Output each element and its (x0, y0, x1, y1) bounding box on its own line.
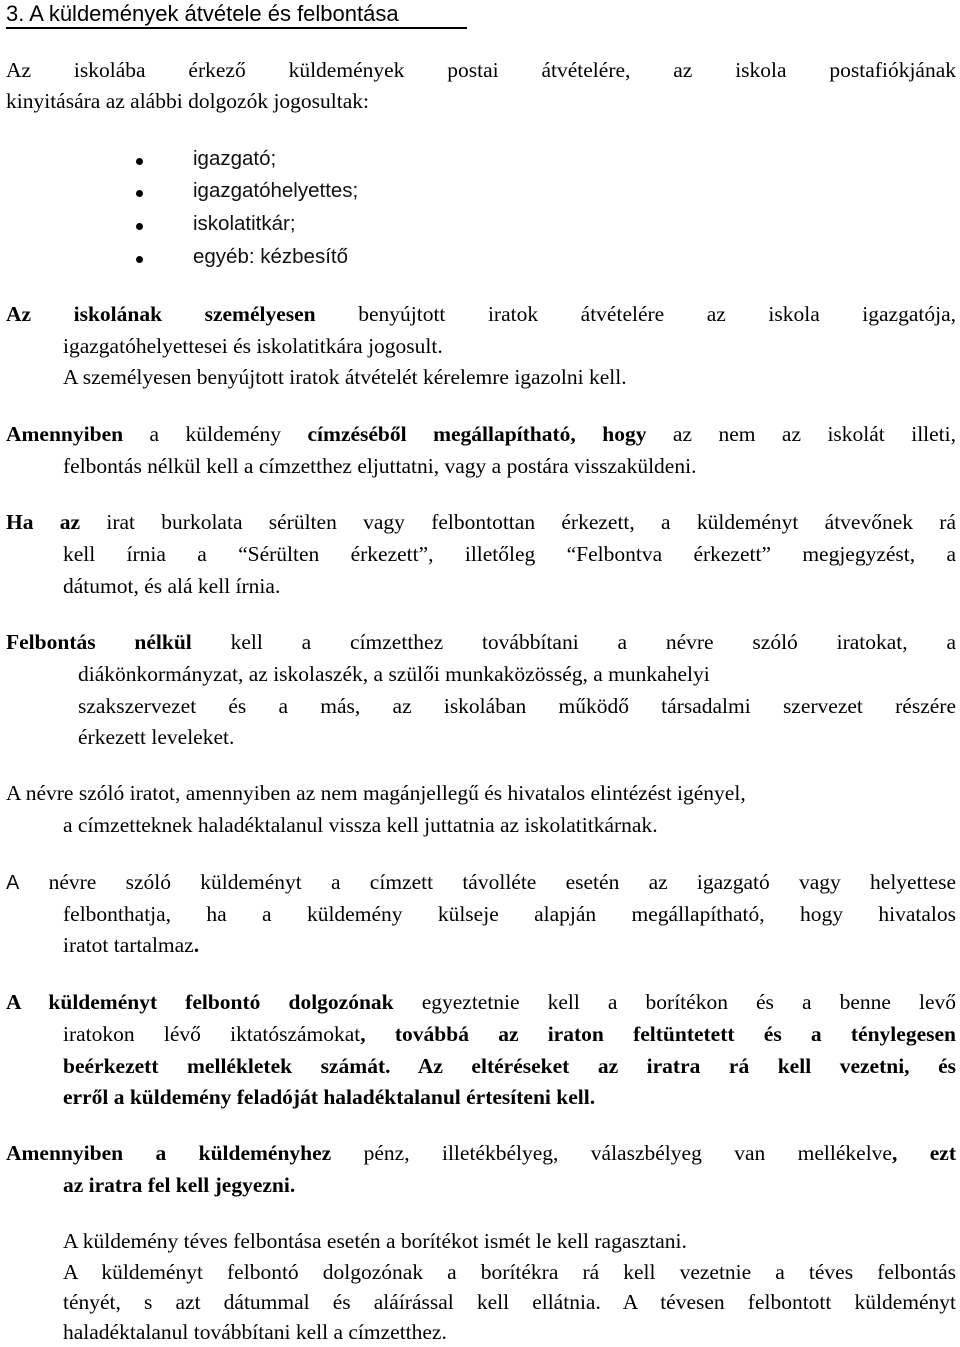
p10-line2: A küldeményt felbontó dolgozónak a borítékra rá kell vezetnie a téves felbontás (63, 1260, 956, 1284)
p8-line3: beérkezett mellékletek számát. Az eltéréseket az iratra rá kell vezetni, és (63, 1054, 956, 1078)
p5-line4: érkezett leveleket. (78, 725, 235, 749)
p8-line4: erről a küldemény feladóját haladéktalanul értesíteni kell. (63, 1085, 596, 1109)
p10-line1: A küldemény téves felbontása esetén a borítékot ismét le kell ragasztani. (63, 1229, 687, 1253)
p5-line1: Felbontás nélkül kell a címzetthez továbbítani a névre szóló iratokat, a (6, 630, 957, 654)
p5-line2: diákönkormányzat, az iskolaszék, a szülői munkaközösség, a munkahelyi (78, 662, 710, 686)
p8-line2: iratokon lévő iktatószámokat, továbbá az iraton feltüntetett és a ténylegesen (63, 1022, 956, 1046)
p4-line3: dátumot, és alá kell írnia. (63, 574, 281, 598)
p5-line3: szakszervezet és a más, az iskolában működő társadalmi szervezet részére (78, 694, 956, 718)
bullet-icon (136, 190, 143, 197)
p7-line2: felbonthatja, ha a küldemény külseje alapján megállapítható, hogy hivatalos (63, 902, 956, 926)
p9-line2: az iratra fel kell jegyezni. (63, 1173, 296, 1197)
p10-line3: tényét, s azt dátummal és aláírással kell ellátnia. A tévesen felbontott küldeményt (63, 1290, 956, 1314)
p3-line2: felbontás nélkül kell a címzetthez eljuttatni, vagy a postára visszaküldeni. (63, 454, 697, 478)
bullet-icon (136, 256, 143, 263)
p2-line2: igazgatóhelyettesei és iskolatitkára jogosult. (63, 334, 443, 358)
p1-line2: kinyitására az alábbi dolgozók jogosultak: (6, 89, 370, 113)
p6-line2: a címzetteknek haladéktalanul vissza kell juttatnia az iskolatitkárnak. (63, 813, 658, 837)
p6-line1: A névre szóló iratot, amennyiben az nem magánjellegű és hivatalos elintézést igényel, (6, 781, 746, 805)
p4-line1: Ha az irat burkolata sérülten vagy felbontottan érkezett, a küldeményt átvevőnek rá (6, 510, 957, 534)
bullet-icon (136, 223, 143, 230)
p2-line1: Az iskolának személyesen benyújtott iratok átvételére az iskola igazgatója, (6, 302, 957, 326)
heading-underline (6, 27, 467, 29)
p4-line2: kell írnia a “Sérülten érkezett”, illetőleg “Felbontva érkezett” megjegyzést, a (63, 542, 956, 566)
p9-line1: Amennyiben a küldeményhez pénz, illetékbélyeg, válaszbélyeg van mellékelve, ezt (6, 1141, 957, 1165)
p8-line1: A küldeményt felbontó dolgozónak egyeztetnie kell a borítékon és a benne levő (6, 990, 956, 1014)
section-heading-text: 3. A küldemények átvétele és felbontása (6, 1, 399, 26)
p3-line1: Amennyiben a küldemény címzéséből megállapítható, hogy az nem az iskolát illeti, (6, 422, 957, 446)
p2-line3: A személyesen benyújtott iratok átvételét kérelemre igazolni kell. (63, 365, 627, 389)
section-heading (6, 0, 956, 28)
p7-line3: iratot tartalmaz. (63, 933, 200, 957)
p7-line1: A névre szóló küldeményt a címzett távolléte esetén az igazgató vagy helyettese (6, 870, 957, 894)
bullet-icon (136, 158, 143, 165)
p10-line4: haladéktalanul továbbítani kell a címzetthez. (63, 1320, 447, 1344)
p1-line1: Az iskolába érkező küldemények postai átvételére, az iskola postafiókjának (6, 58, 956, 82)
